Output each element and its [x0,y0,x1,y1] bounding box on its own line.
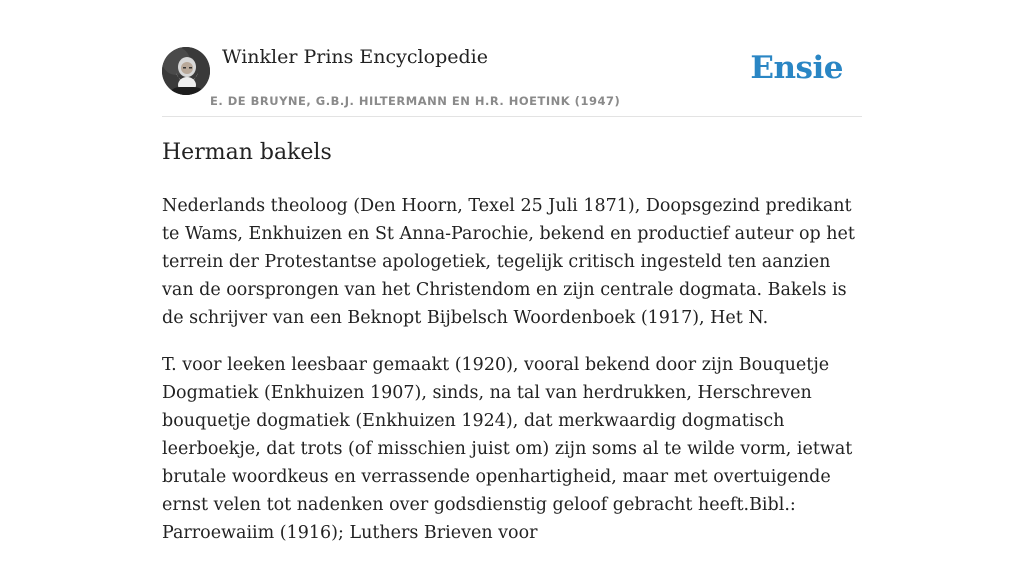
article-paragraph-1: Nederlands theoloog (Den Hoorn, Texel 25 Juli 1871), Doopsgezind predikant te Wams, Enkhuizen en St Anna-Parochie, bekend en productief auteur op het terrein der Protestantse apologetiek, tegelijk critisch ingesteld ten aanzien van de oorsprongen van het Christendom en zijn centrale dogmata. Bakels is de schrijver van een Beknopt Bijbelsch Woordenboek (1917), Het N. [162,196,855,328]
source-authors: E. DE BRUYNE, G.B.J. HILTERMANN EN H.R. HOETINK (1947) [210,94,621,108]
source-header [162,0,862,117]
source-avatar[interactable] [162,47,210,95]
article-paragraph-2: T. voor leeken leesbaar gemaakt (1920), vooral bekend door zijn Bouquetje Dogmatiek (Enkhuizen 1907), sinds, na tal van herdrukken, Herschreven bouquetje dogmatiek (Enkhuizen 1924), dat merkwaardig dogmatisch leerboekje, dat trots (of misschien juist om) zijn soms al te wilde vorm, ietwat brutale woordkeus en verrassende openhartigheid, maar met overtuigende ernst velen tot nadenken over godsdienstig geloof gebracht heeft.Bibl.: Parroewaiim (1916); Luthers Brieven voor [162,355,853,543]
ensie-logo[interactable]: Ensie [750,50,843,86]
portrait-photo-icon [162,47,210,95]
page-container [162,0,862,543]
source-title[interactable]: Winkler Prins Encyclopedie [222,46,488,68]
article-title: Herman bakels [162,140,332,165]
article-body [162,192,862,566]
